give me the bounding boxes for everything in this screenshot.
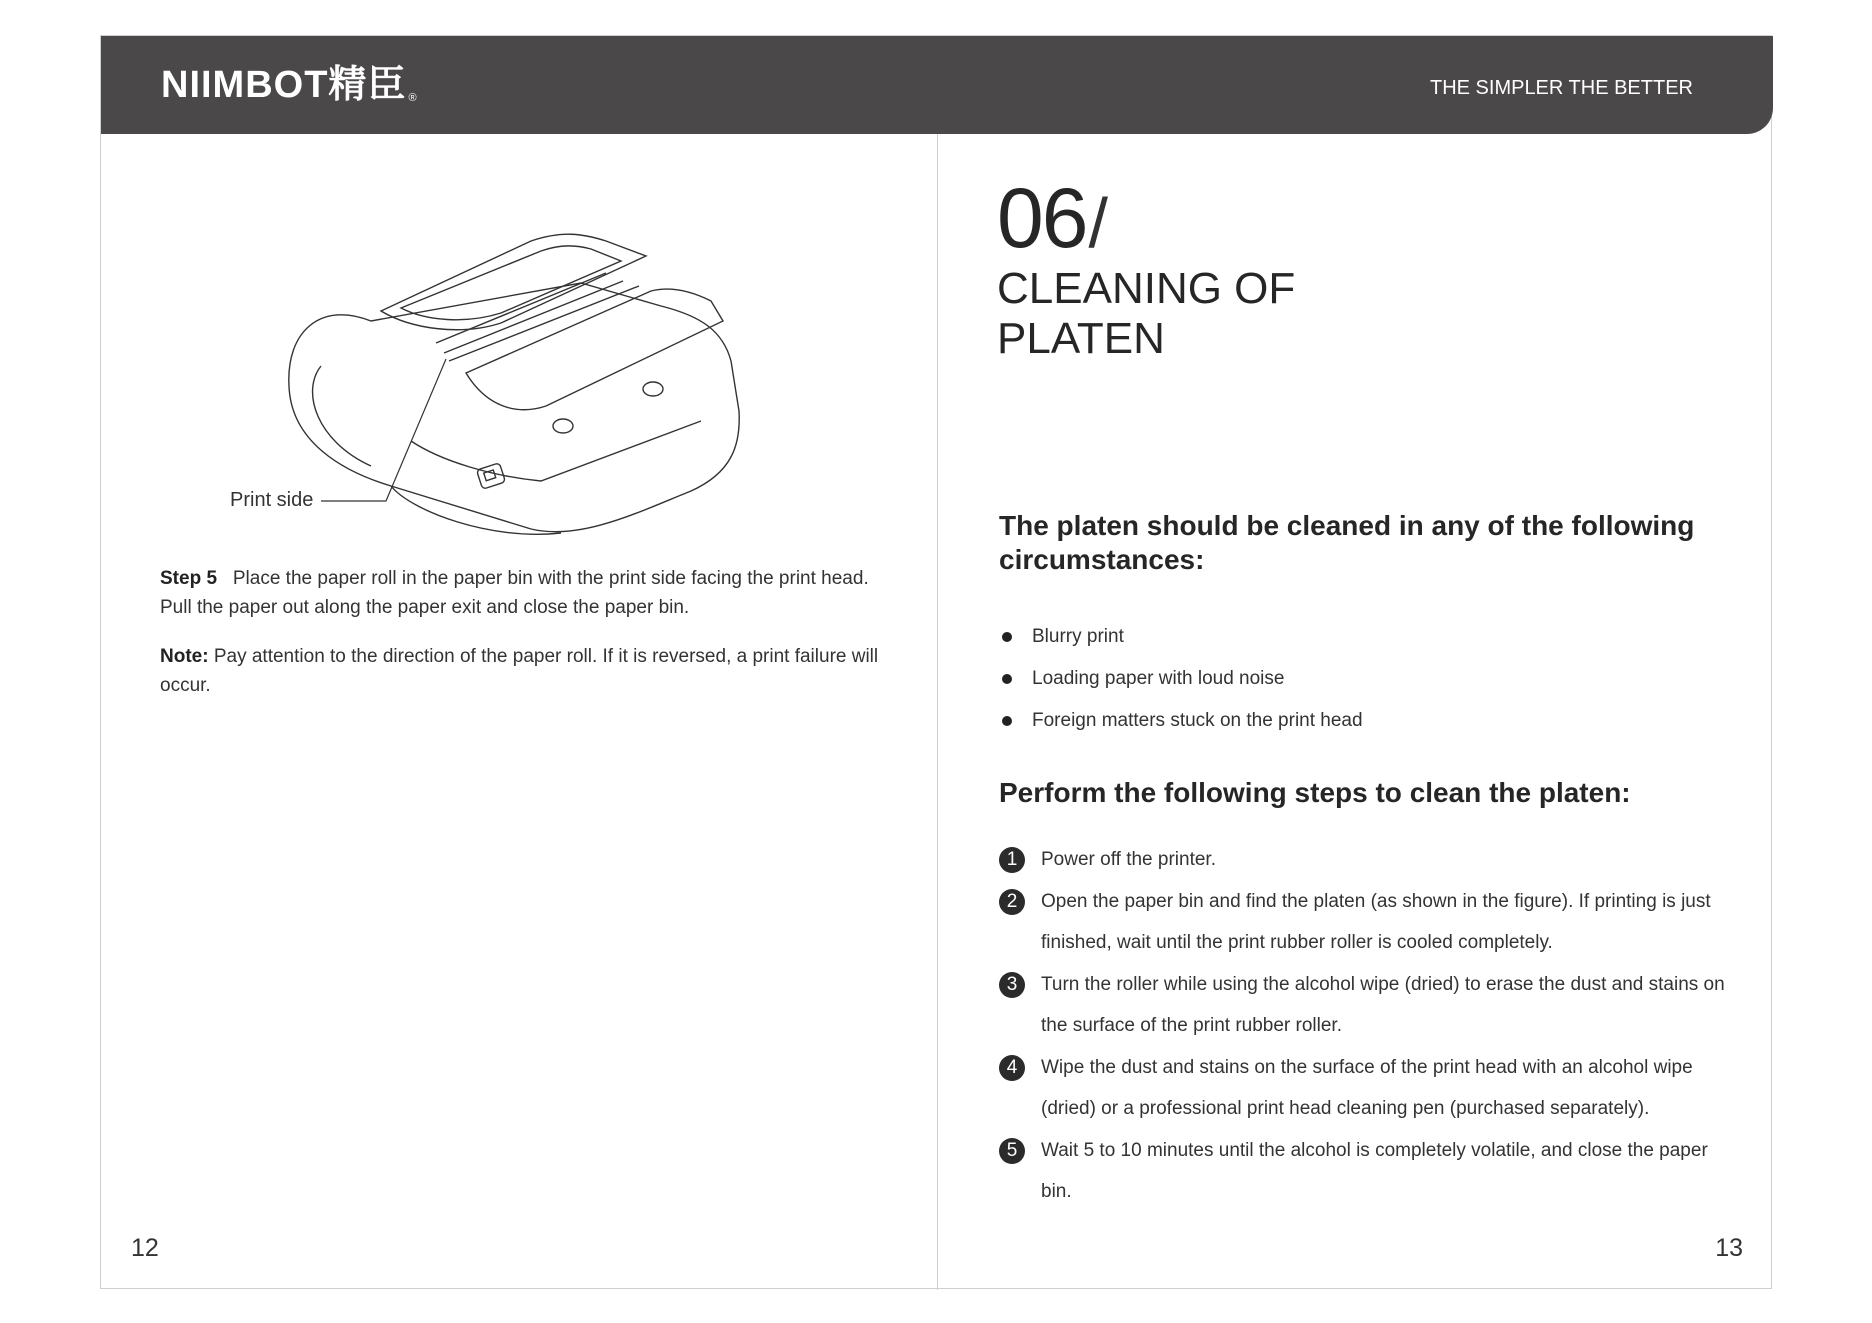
- tagline: THE SIMPLER THE BETTER: [1429, 77, 1693, 99]
- header-bar: [101, 36, 1773, 134]
- step-item: [999, 964, 1739, 1047]
- step-item: [999, 839, 1739, 881]
- brand-name: NIIMBOT精臣: [161, 64, 407, 106]
- note-paragraph: [160, 642, 890, 700]
- section-slash: /: [1088, 184, 1106, 262]
- page-divider: [937, 134, 938, 1290]
- steps-heading: Perform the following steps to clean the platen:: [999, 777, 1631, 808]
- figure-label-print-side: Print side: [230, 489, 314, 511]
- step-text: Wipe the dust and stains on the surface of the print head with an alcohol wipe (dried) or a professional print head cleaning pen (purchased separately).: [1041, 1056, 1693, 1119]
- step-5-paragraph: [160, 564, 890, 622]
- registered-mark: ®: [408, 92, 418, 104]
- note-label: Note:: [160, 646, 209, 667]
- step-text: Wait 5 to 10 minutes until the alcohol is completely volatile, and close the paper bin.: [1041, 1139, 1708, 1202]
- circumstances-heading: The platen should be cleaned in any of the following circumstances:: [999, 510, 1695, 575]
- step-text: Turn the roller while using the alcohol wipe (dried) to erase the dust and stains on the surface of the print rubber roller.: [1041, 973, 1725, 1036]
- bullet-icon: [1002, 674, 1012, 684]
- step-label: Step 5: [160, 568, 218, 589]
- page-number-left: 12: [131, 1234, 159, 1262]
- section-title-line-1: CLEANING OF: [997, 264, 1296, 313]
- note-text: Pay attention to the direction of the paper roll. If it is reversed, a print failure will occur.: [160, 646, 879, 696]
- manual-spread: [100, 35, 1772, 1289]
- step-item: [999, 1130, 1739, 1213]
- step-text: Place the paper roll in the paper bin with the print side facing the print head. Pull the paper out along the paper exit and close the paper bin.: [160, 568, 869, 618]
- step-number-badge: 3: [999, 972, 1025, 998]
- step-item: [999, 881, 1739, 964]
- section-title: [997, 264, 1597, 364]
- step-number-badge: 4: [999, 1055, 1025, 1081]
- page-number-right: 13: [1715, 1234, 1743, 1262]
- bullet-icon: [1002, 632, 1012, 642]
- list-item: Foreign matters stuck on the print head: [999, 700, 1363, 742]
- section-number: [997, 171, 1106, 265]
- section-title-line-2: PLATEN: [997, 314, 1165, 363]
- circumstances-list: [999, 616, 1363, 742]
- step-number-badge: 2: [999, 889, 1025, 915]
- list-item: Blurry print: [999, 616, 1363, 658]
- step-item: [999, 1047, 1739, 1130]
- printer-illustration: [261, 211, 831, 591]
- step-number-badge: 1: [999, 847, 1025, 873]
- step-number-badge: 5: [999, 1138, 1025, 1164]
- cleaning-steps-list: [999, 839, 1739, 1213]
- step-text: Open the paper bin and find the platen (as shown in the figure). If printing is just finished, wait until the print rubber roller is cooled completely.: [1041, 890, 1711, 953]
- section-number-value: 06: [997, 171, 1087, 265]
- list-item: Loading paper with loud noise: [999, 658, 1363, 700]
- step-text: Power off the printer.: [1041, 849, 1216, 870]
- brand-logo: [161, 66, 418, 104]
- bullet-icon: [1002, 716, 1012, 726]
